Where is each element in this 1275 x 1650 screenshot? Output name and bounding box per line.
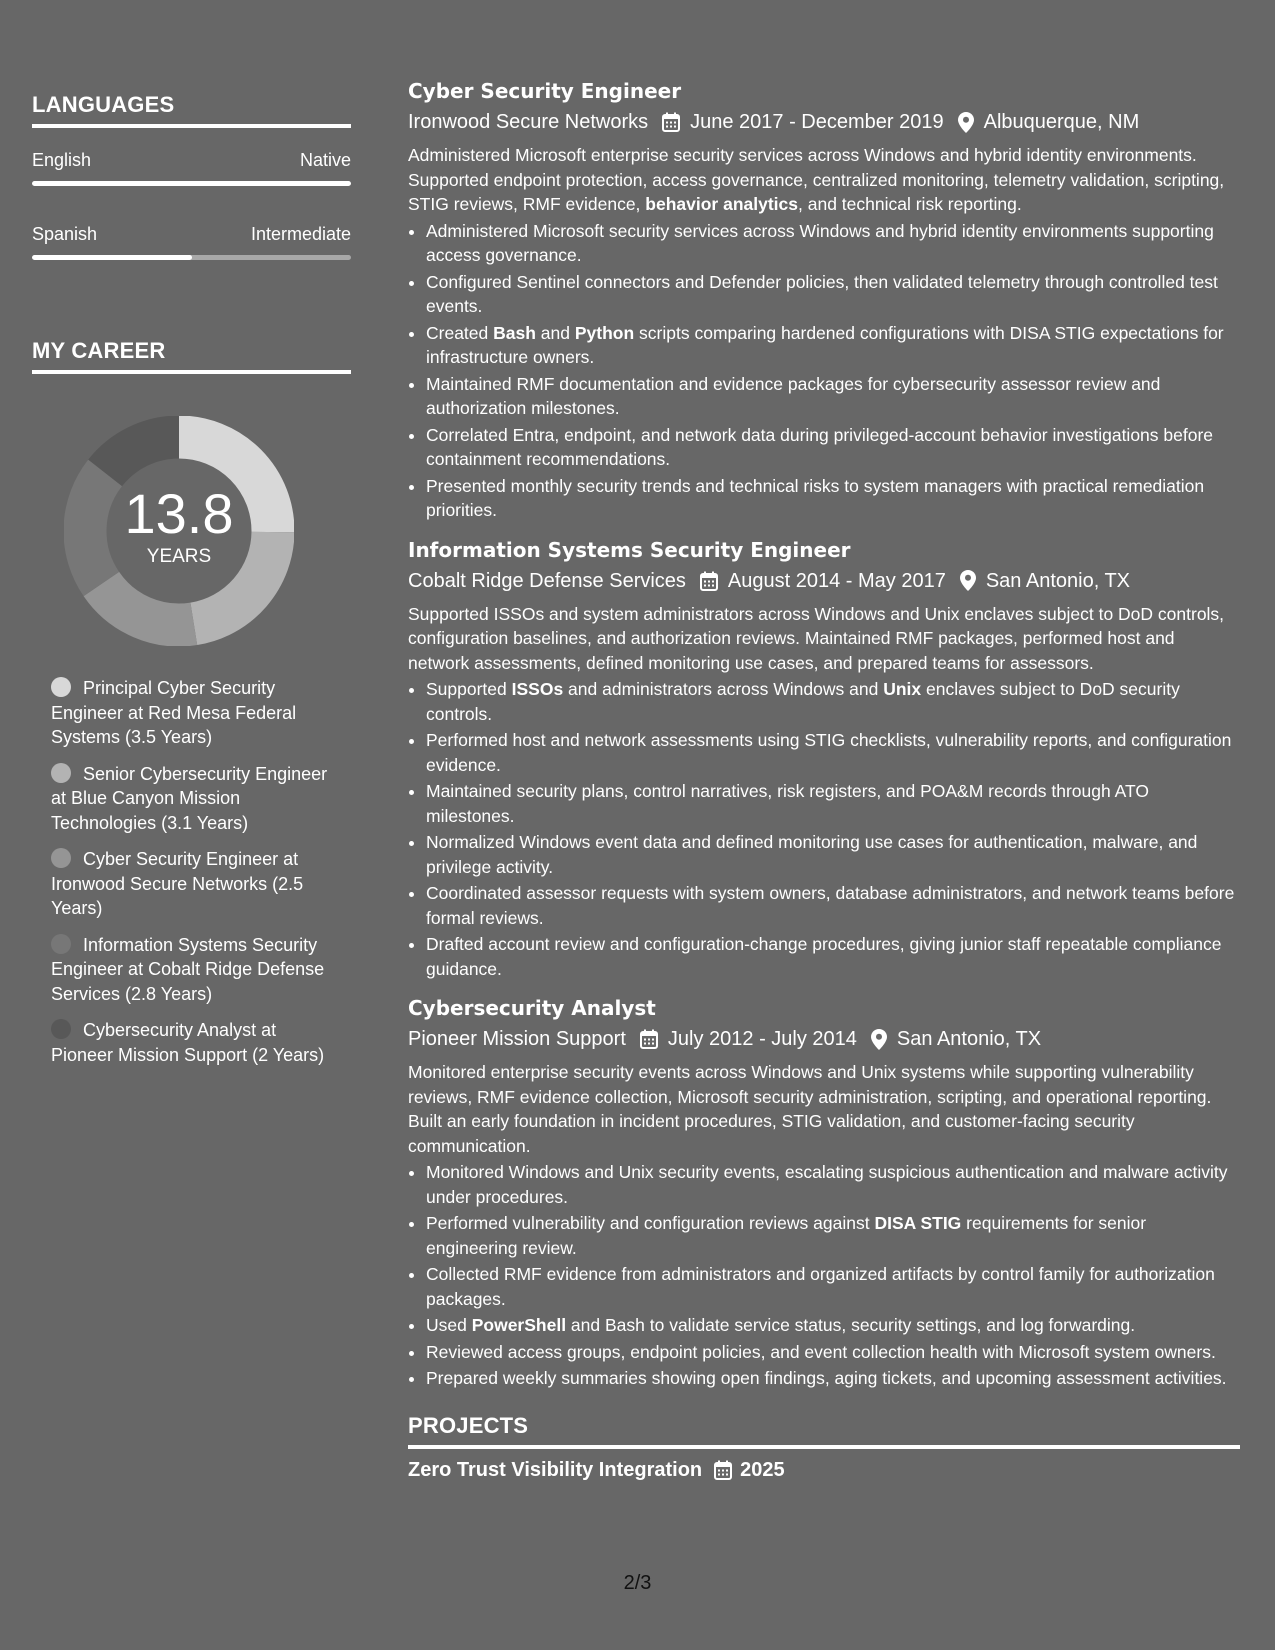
job-bullet: • Prepared weekly summaries showing open findings, aging tickets, and upcoming assessment activities. <box>426 1366 1240 1391</box>
language-item <box>32 224 351 260</box>
language-item <box>32 150 351 186</box>
job-bullet: • Supported ISSOs and administrators across Windows and Unix enclaves subject to DoD security controls. <box>426 677 1240 726</box>
language-proficiency-bar <box>32 181 351 186</box>
career-total-years: 13.8 <box>124 482 234 545</box>
career-legend-item <box>51 933 341 1007</box>
calendar-icon <box>640 1029 658 1049</box>
job-meta <box>408 109 1240 135</box>
project-entry <box>408 1459 1240 1482</box>
project-year: 2025 <box>740 1458 785 1481</box>
calendar-icon <box>700 571 718 591</box>
job-bullet: • Configured Sentinel connectors and Defender policies, then validated telemetry through controlled test events. <box>426 270 1240 319</box>
job-location: San Antonio, TX <box>896 1028 1042 1050</box>
career-legend <box>51 676 341 1067</box>
job-bullet: • Presented monthly security trends and technical risks to system managers with practical remediation priorities. <box>426 474 1240 523</box>
job-bullets <box>408 677 1240 981</box>
languages-heading: LANGUAGES <box>32 92 351 128</box>
job-entry <box>408 537 1240 982</box>
job-title: Cybersecurity Analyst <box>408 996 656 1020</box>
job-bullet: • Maintained security plans, control narratives, risk registers, and POA&M records through ATO milestones. <box>426 779 1240 828</box>
job-bullets <box>408 1160 1240 1391</box>
language-level: Native <box>299 150 351 170</box>
language-row <box>32 224 351 245</box>
sidebar <box>32 92 351 1079</box>
career-legend-label: Principal Cyber Security Engineer at Red Mesa Federal Systems (3.5 Years) <box>51 678 297 747</box>
job-location: Albuquerque, NM <box>983 111 1140 133</box>
job-bullet: • Correlated Entra, endpoint, and network data during privileged-account behavior investigations before containment recommendations. <box>426 423 1240 472</box>
projects-list <box>408 1459 1240 1482</box>
job-bullet: • Performed vulnerability and configuration reviews against DISA STIG requirements for senior engineering review. <box>426 1211 1240 1260</box>
job-bullet: • Drafted account review and configuration-change procedures, giving junior staff repeatable compliance guidance. <box>426 932 1240 981</box>
job-location: San Antonio, TX <box>985 569 1131 592</box>
job-bullet: • Created Bash and Python scripts comparing hardened configurations with DISA STIG expectations for infrastructure owners. <box>426 321 1240 370</box>
language-row <box>32 150 351 171</box>
career-legend-item <box>51 762 341 836</box>
job-meta <box>408 1026 1240 1052</box>
location-pin-icon <box>960 570 976 591</box>
job-company: Ironwood Secure Networks <box>408 111 649 133</box>
job-title: Information Systems Security Engineer <box>408 537 851 562</box>
job-bullet: • Reviewed access groups, endpoint policies, and event collection health with Microsoft system owners. <box>426 1340 1240 1365</box>
job-meta <box>408 568 1240 594</box>
job-company: Pioneer Mission Support <box>408 1028 626 1050</box>
job-title: Cyber Security Engineer <box>408 79 682 103</box>
project-name: Zero Trust Visibility Integration <box>408 1458 703 1481</box>
career-total-unit: YEARS <box>146 546 212 567</box>
calendar-icon <box>714 1460 732 1480</box>
career-legend-label: Cybersecurity Analyst at Pioneer Mission Support (2 Years) <box>51 1020 325 1065</box>
job-bullet: • Used PowerShell and Bash to validate service status, security settings, and log forwarding. <box>426 1313 1240 1338</box>
language-proficiency-bar <box>32 255 351 260</box>
main-content <box>408 78 1240 1482</box>
language-proficiency-fill <box>32 255 192 260</box>
donut-center <box>64 416 294 646</box>
projects-heading: PROJECTS <box>408 1413 1240 1449</box>
legend-dot-icon <box>51 1019 71 1039</box>
career-legend-label: Senior Cybersecurity Engineer at Blue Canyon Mission Technologies (3.1 Years) <box>51 763 328 833</box>
job-entry <box>408 78 1240 523</box>
job-bullet: • Collected RMF evidence from administrators and organized artifacts by control family for authorization packages. <box>426 1262 1240 1311</box>
legend-dot-icon <box>51 763 71 783</box>
legend-dot-icon <box>51 677 71 697</box>
language-level: Intermediate <box>250 224 351 244</box>
experience-list <box>408 78 1240 1391</box>
location-pin-icon <box>871 1029 887 1050</box>
job-bullet: • Monitored Windows and Unix security events, escalating suspicious authentication and malware activity under procedures. <box>426 1160 1240 1209</box>
job-summary: Administered Microsoft enterprise security services across Windows and hybrid identity environments. Supported endpoint protection, access governance, centralized monitoring, telemetry validation, scripting, STIG reviews, RMF evidence, behavior analytics, and technical risk reporting. <box>408 145 1225 214</box>
career-donut-chart <box>64 416 294 646</box>
job-bullet: • Maintained RMF documentation and evidence packages for cybersecurity assessor review and authorization milestones. <box>426 372 1240 421</box>
calendar-icon <box>662 112 680 132</box>
languages-list <box>32 150 351 260</box>
job-summary: Monitored enterprise security events across Windows and Unix systems while supporting vulnerability reviews, RMF evidence collection, Microsoft security administration, scripting, and operational reporting. Built an early foundation in incident procedures, STIG validation, and customer-facing security communication. <box>408 1062 1212 1156</box>
job-dates: June 2017 - December 2019 <box>690 111 944 133</box>
legend-dot-icon <box>51 934 71 954</box>
career-legend-item <box>51 1018 341 1067</box>
language-name: English <box>32 150 92 170</box>
legend-dot-icon <box>51 848 71 868</box>
job-bullet: • Performed host and network assessments using STIG checklists, vulnerability reports, and configuration evidence. <box>426 728 1240 777</box>
job-company: Cobalt Ridge Defense Services <box>408 569 686 592</box>
career-legend-item <box>51 847 341 921</box>
career-legend-item <box>51 676 341 750</box>
job-dates: July 2012 - July 2014 <box>667 1028 857 1050</box>
job-summary: Supported ISSOs and system administrators across Windows and Unix enclaves subject to DoD controls, configuration baselines, and authorization reviews. Maintained RMF packages, performed host and network assessments, defined monitoring use cases, and prepared teams for assessors. <box>408 603 1225 673</box>
language-proficiency-fill <box>32 181 351 186</box>
career-legend-label: Cyber Security Engineer at Ironwood Secure Networks (2.5 Years) <box>51 849 304 918</box>
location-pin-icon <box>958 112 974 133</box>
job-bullets <box>408 219 1240 523</box>
career-legend-label: Information Systems Security Engineer at Cobalt Ridge Defense Services (2.8 Years) <box>51 934 325 1004</box>
job-bullet: • Coordinated assessor requests with system owners, database administrators, and network teams before formal reviews. <box>426 881 1240 930</box>
job-dates: August 2014 - May 2017 <box>727 569 946 592</box>
job-entry <box>408 995 1240 1391</box>
page-number: 2/3 <box>623 1572 652 1594</box>
career-heading: MY CAREER <box>32 338 351 374</box>
job-bullet: • Administered Microsoft security services across Windows and hybrid identity environments supporting access governance. <box>426 219 1240 268</box>
language-name: Spanish <box>32 224 98 244</box>
job-bullet: • Normalized Windows event data and defined monitoring use cases for authentication, malware, and privilege activity. <box>426 830 1240 879</box>
